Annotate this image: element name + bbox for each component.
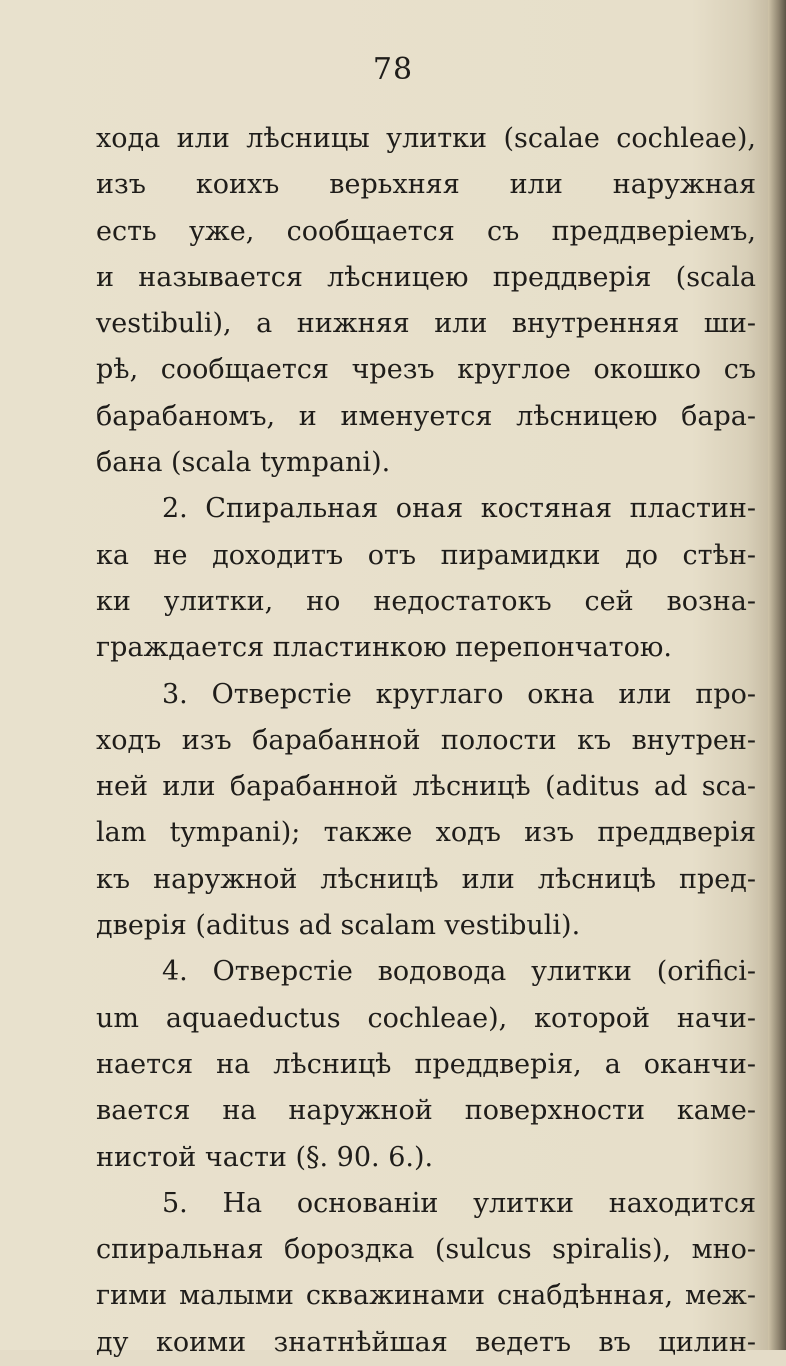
text-line: вается на наружной поверхности каме- <box>96 1095 756 1127</box>
text-line: къ наружной лѣсницѣ или лѣсницѣ пред- <box>96 863 756 895</box>
text-line: ки улитки, но недостатокъ сей возна- <box>96 585 756 617</box>
text-line: барабаномъ, и именуется лѣсницею бара- <box>96 400 756 432</box>
text-line: lam tympani); также ходъ изъ преддверія <box>96 817 756 849</box>
text-line: 4. Отверстіе водовода улитки (orifici- <box>162 956 756 988</box>
text-line: 2. Спиральная оная костяная пластин- <box>162 493 756 525</box>
page-edge <box>768 0 786 1350</box>
text-line: ходъ изъ барабанной полости къ внутрен- <box>96 724 756 756</box>
text-line: ду коими знатнѣйшая ведетъ въ цилин- <box>96 1326 756 1358</box>
text-line: есть уже, сообщается съ преддверіемъ, <box>96 215 756 247</box>
text-line: 5. На основаніи улитки находится <box>162 1187 756 1219</box>
text-line: ка не доходитъ отъ пирамидки до стѣн- <box>96 539 756 571</box>
text-line: бана (scala tympani). <box>96 447 391 479</box>
text-line: нистой части (§. 90. 6.). <box>96 1141 434 1173</box>
text-line: и называется лѣсницею преддверія (scala <box>96 261 756 293</box>
text-line: vestibuli), а нижняя или внутренняя ши- <box>96 308 756 340</box>
body-text <box>96 116 756 1366</box>
text-line: хода или лѣсницы улитки (scalae cochleae), <box>96 123 756 154</box>
text-line: спиральная бороздка (sulcus spiralis), мно- <box>96 1234 756 1266</box>
text-line: um aquaeductus cochleae), которой начи- <box>96 1002 756 1034</box>
text-line: рѣ, сообщается чрезъ круглое окошко съ <box>96 354 756 386</box>
text-line: гими малыми скважинами снабдѣнная, меж- <box>96 1280 756 1312</box>
page-number: 78 <box>372 52 414 87</box>
text-line: дверія (aditus ad scalam vestibuli). <box>96 910 581 942</box>
text-line: 3. Отверстіе круглаго окна или про- <box>162 678 756 710</box>
text-line: нается на лѣсницѣ преддверія, а оканчи- <box>96 1048 756 1080</box>
text-line: ней или барабанной лѣсницѣ (aditus ad sca- <box>96 771 756 803</box>
text-line: изъ коихъ верьхняя или наружная <box>96 169 756 201</box>
text-line: граждается пластинкою перепончатою. <box>96 632 672 664</box>
